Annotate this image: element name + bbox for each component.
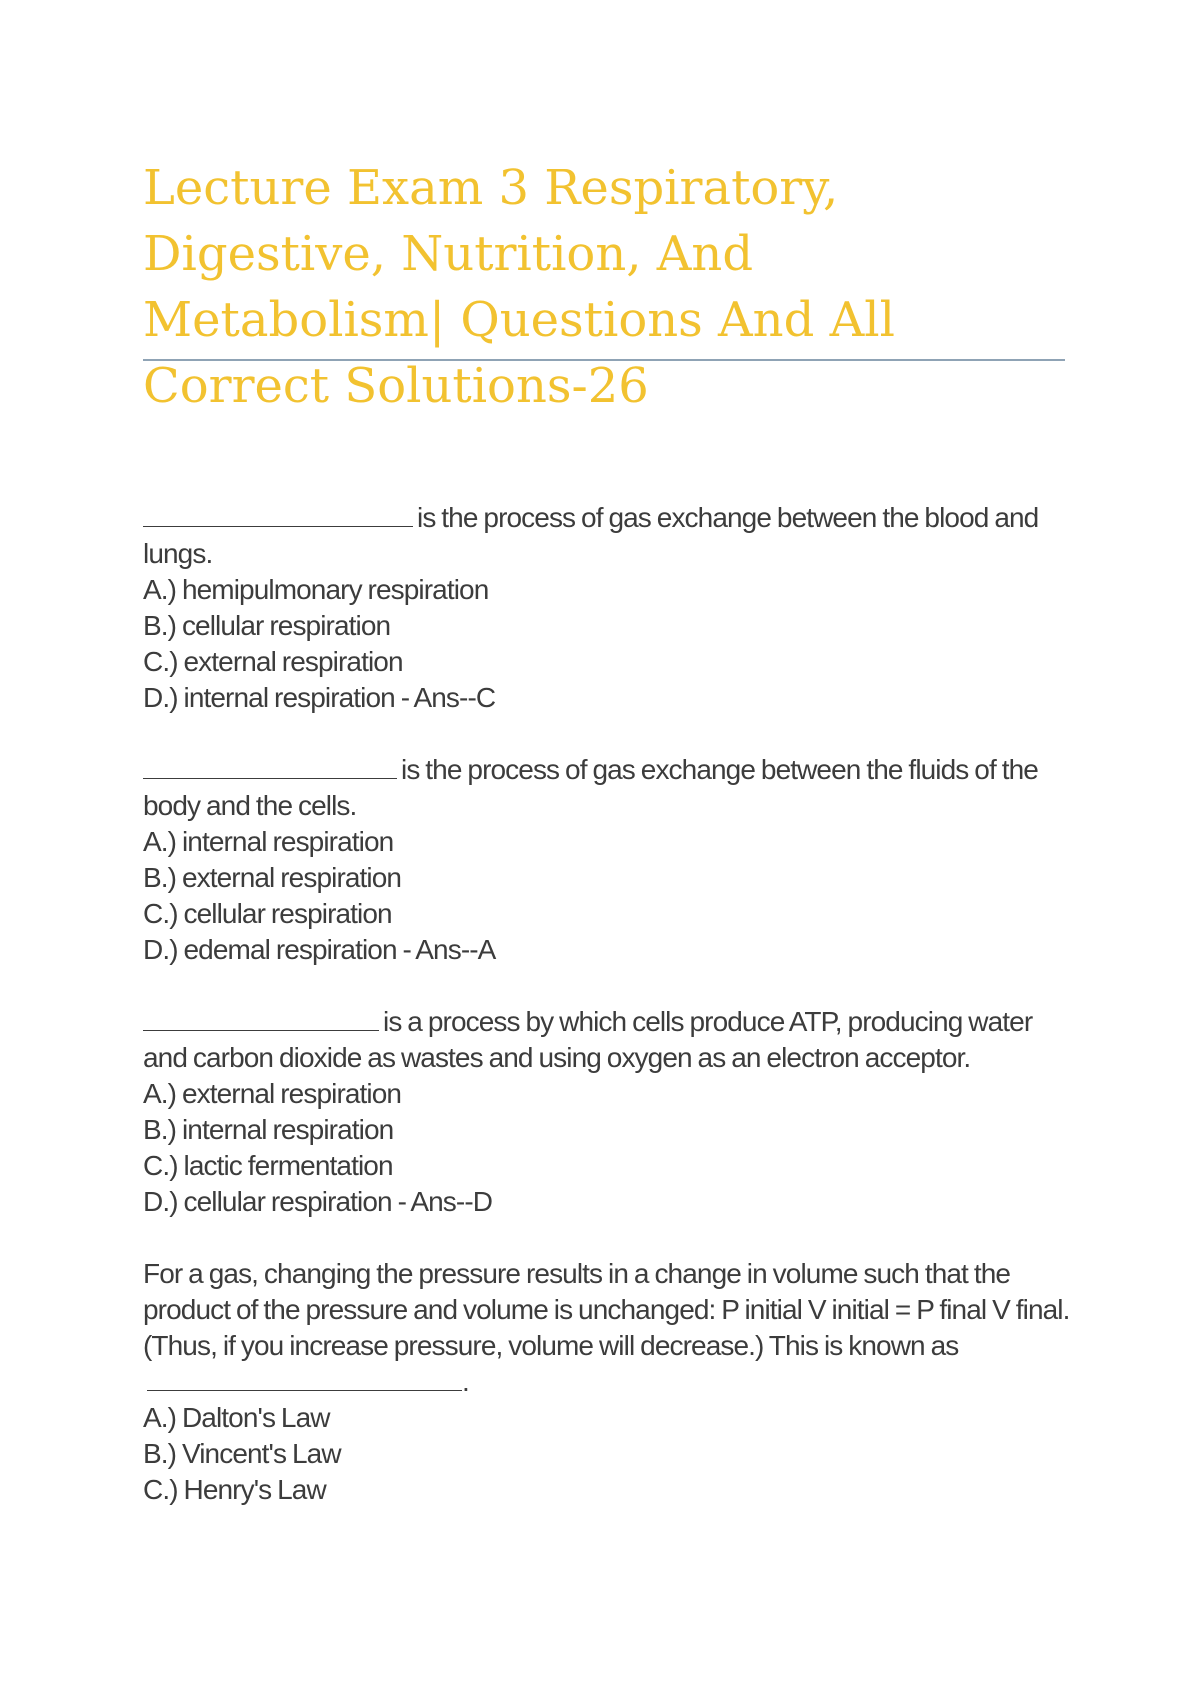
answer-blank [143,500,413,527]
answer-option: B.) internal respiration [143,1114,394,1145]
question-stem: is a process by which cells produce ATP, producing water and carbon dioxide as wastes and using oxygen as an electron acceptor. [143,1006,1033,1073]
question-list [143,500,1073,1544]
question-stem: is the process of gas exchange between the fluids of the body and the cells. [143,754,1038,821]
answer-option: C.) external respiration [143,646,403,677]
document-title: Lecture Exam 3 Respiratory, Digestive, Nutrition, And Metabolism| Questions And All Correct Solutions-26 [143,160,895,414]
answer-option: C.) Henry's Law [143,1474,326,1505]
answer-blank [143,752,397,779]
question-stem: For a gas, changing the pressure results in a change in volume such that the product of the pressure and volume is unchanged: P initial V initial = P final V final. (Thus, if you increase pressure, volume will decrease.) This is known as [143,1258,1070,1361]
answer-option: A.) Dalton's Law [143,1402,330,1433]
question-item-2 [143,752,1073,968]
answer-option: A.) hemipulmonary respiration [143,574,489,605]
question-text [143,500,1073,572]
question-item-3 [143,1004,1073,1220]
question-text [143,1004,1073,1076]
answer-blank [143,1004,379,1031]
title-divider [143,359,1065,361]
answer-option: A.) internal respiration [143,826,394,857]
answer-option: B.) external respiration [143,862,402,893]
question-text [143,752,1073,824]
answer-option: B.) Vincent's Law [143,1438,341,1469]
question-stem-end: . [462,1366,469,1397]
question-text [143,1256,1073,1400]
answer-option: C.) lactic fermentation [143,1150,393,1181]
question-item-1 [143,500,1073,716]
question-item-4 [143,1256,1073,1508]
answer-option: D.) edemal respiration - Ans--A [143,934,496,965]
answer-option: D.) internal respiration - Ans--C [143,682,496,713]
answer-option: C.) cellular respiration [143,898,392,929]
answer-option: B.) cellular respiration [143,610,391,641]
answer-option: A.) external respiration [143,1078,402,1109]
question-stem: is the process of gas exchange between the blood and lungs. [143,502,1039,569]
answer-blank [147,1364,462,1391]
answer-option: D.) cellular respiration - Ans--D [143,1186,493,1217]
